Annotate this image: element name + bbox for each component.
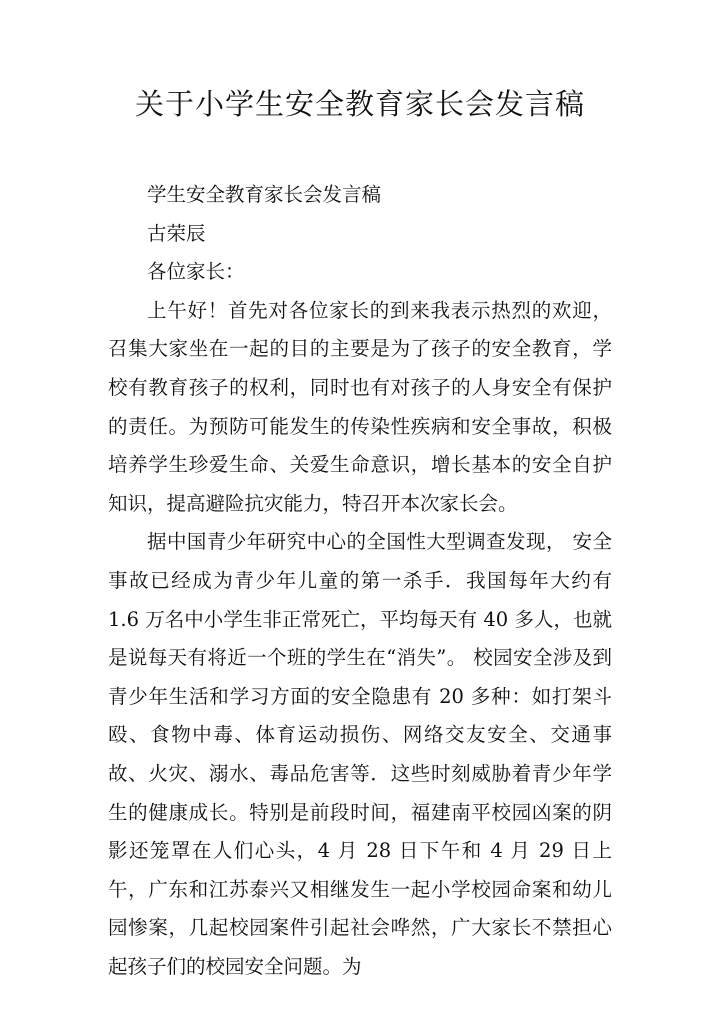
document-title: 关于小学生安全教育家长会发言稿	[134, 87, 585, 121]
paragraph-greeting: 上午好！首先对各位家长的到来我表示热烈的欢迎，召集大家坐在一起的目的主要是为了孩子的安全教育，学校有教育孩子的权利，同时也有对孩子的人身安全有保护的责任。为预防可能发生的传染性疾病和安全事故，积极培养学生珍爱生命、关爱生命意识，增长基本的安全自护知识，提高避险抗灾能力，特召开本次家长会。	[108, 298, 612, 515]
author-line: 古荣辰	[147, 221, 206, 245]
salutation-line: 各位家长：	[147, 260, 245, 284]
paragraph-survey: 据中国青少年研究中心的全国性大型调查发现， 安全事故已经成为青少年儿童的第一杀手．我国每年大约有 1.6 万名中小学生非正常死亡，平均每天有 40 多人，也就是说每天有将近一个班的学生在“消失”。 校园安全涉及到青少年生活和学习方面的安全隐患有 20 多种：如打架斗殴、食物中毒、体育运动损伤、网络交友安全、交通事故、火灾、溺水、毒品危害等．这些时刻威胁着青少年学生的健康成长。特别是前段时间，福建南平校园凶案的阴影还笼罩在人们心头，4 月 28 日下午和 4 月 29 日上午，广东和江苏泰兴又相继发生一起小学校园命案和幼儿园惨案，几起校园案件引起社会哗然，广大家长不禁担心起孩子们的校园安全问题。为	[108, 530, 612, 978]
subtitle-line: 学生安全教育家长会发言稿	[147, 183, 382, 206]
document-body	[108, 176, 612, 986]
